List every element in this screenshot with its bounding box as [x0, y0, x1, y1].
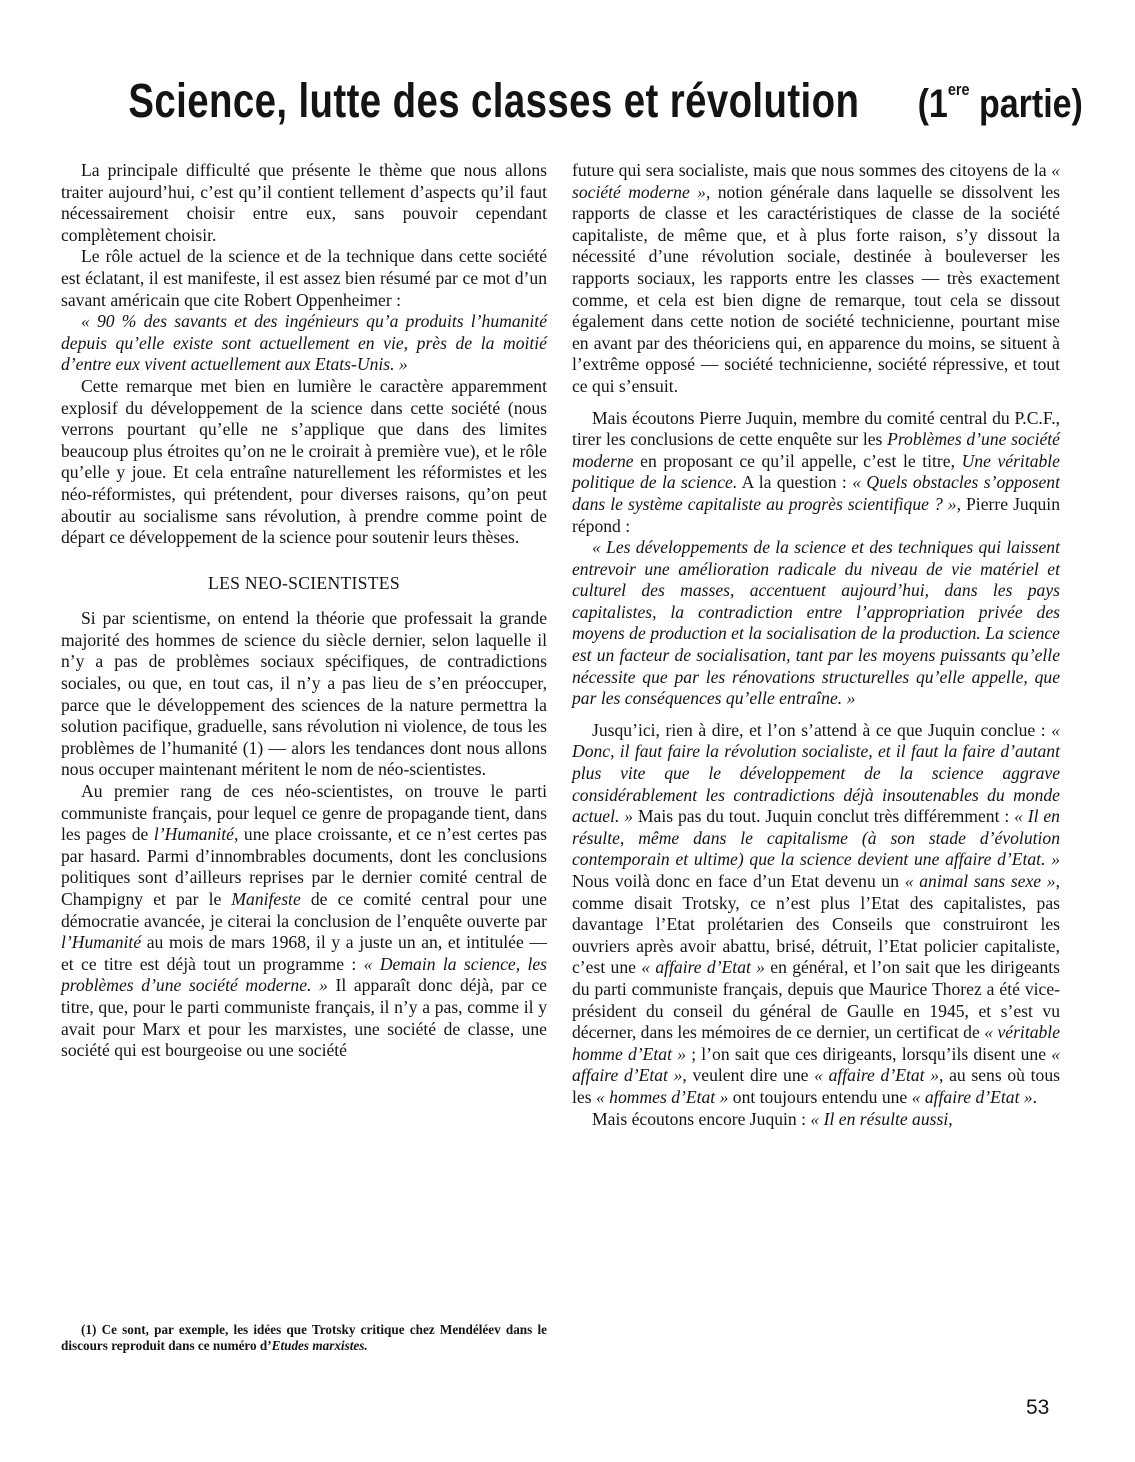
paragraph: Jusqu’ici, rien à dire, et l’on s’attend à ce que Juquin conclue : « Donc, il faut faire la révolution socialiste, et il faut la faire d’autant plus vite que le développement de la science aggrave considérablement les contradictions déjà insoutenables du monde actuel. » Mais pas du tout. Juquin conclut très différemment : « Il en résulte, même dans le capitalisme (à son stade d’évolution contemporain et ultime) que la science devient une affaire d’Etat. » Nous voilà donc en face d’un Etat devenu un « animal sans sexe », comme disait Trotsky, ce n’est plus l’Etat des capitalistes, pas davantage l’Etat prolétarien des Conseils que construiront les ouvriers après avoir abattu, brisé, détruit, l’Etat policier capitaliste, c’est une « affaire d’Etat » en général, et l’on sait que les dirigeants du parti communiste français, depuis que Maurice Thorez a été vice-président du conseil du général de Gaulle en 1945, et s’est vu décerner, dans les mémoires de ce dernier, un certificat de « véritable homme d’Etat » ; l’on sait que ces dirigeants, lorsqu’ils disent une « affaire d’Etat », veulent dire une « affaire d’Etat », au sens où tous les « hommes d’Etat » ont toujours entendu une « affaire d’Etat ».	[572, 719, 1061, 1107]
article-title	[0, 74, 1135, 129]
section-heading: LES NEO-SCIENTISTES	[208, 572, 400, 593]
paragraph: Au premier rang de ces néo-scientistes, on trouve le parti communiste français, pour lequel ce genre de propagande tient, dans les pages de l’Humanité, une place croissante, et ce n’est certes pas par hasard. Parmi d’innombrables documents, dont les conclusions politiques sont d’ailleurs reprises par le dernier comité central de Champigny et par le Manifeste de ce comité central pour une démocratie avancée, je citerai la conclusion de l’enquête ouverte par l’Humanité au mois de mars 1968, il y a juste un an, et intitulée — et ce titre est déjà tout un programme : « Demain la science, les problèmes d’une société moderne. » Il apparaît donc déjà, par ce titre, que, pour le parti communiste français, il n’y a pas, comme il y avait pour Marx et pour les marxistes, une société de classe, une société qui est bourgeoise ou une société	[61, 781, 547, 1061]
paragraph: Mais écoutons Pierre Juquin, membre du comité central du P.C.F., tirer les conclusions de cette enquête sur les Problèmes d’une société moderne en proposant ce qu’il appelle, c’est le titre, Une véritable politique de la science. A la question : « Quels obstacles s’opposent dans le système capitaliste au progrès scientifique ? », Pierre Juquin répond :	[572, 407, 1060, 536]
paragraph: future qui sera socialiste, mais que nous sommes des citoyens de la « société moderne », notion générale dans laquelle se dissolvent les rapports de classe et les caractéristiques de classe de la société capitaliste, de même que, et à plus forte raison, s’y dissout la nécessité d’une révolution sociale, destinée à bouleverser les rapports sociaux, les rapports entre les classes — très exactement comme, et cela est bien digne de remarque, tout cela se dissout également dans cette notion de société technicienne, pourtant mise en avant par des théoriciens qui, en apparence du moins, se situent à l’extrême opposé — société technicienne, société répressive, et tout ce qui s’ensuit.	[572, 160, 1060, 396]
quote: « Les développements de la science et des techniques qui laissent entrevoir une amélioration radicale du niveau de vie matériel et culturel des masses, accentuent aujourd’hui, dans les pays capitalistes, la contradiction entre l’appropriation privée des moyens de production et la socialisation de la production. La science est un facteur de socialisation, tant par les moyens puissants qu’elle nécessite que par les rénovations structurelles qu’elle appelle, que par les conséquences qu’elle entraîne. »	[572, 537, 1060, 709]
quote: « 90 % des savants et des ingénieurs qu’a produits l’humanité depuis qu’elle existe sont actuellement en vie, près de la moitié d’entre eux vivent actuellement aux Etats-Unis. »	[61, 311, 547, 375]
paragraph: Si par scientisme, on entend la théorie que professait la grande majorité des hommes de science du siècle dernier, selon laquelle il n’y a pas de problèmes sociaux spécifiques, de contradictions sociales, ou que, en tout cas, il n’y a pas lieu de s’en préoccuper, parce que le développement des sciences de la nature permettra la solution pacifique, graduelle, sans révolution ni violence, de tous les problèmes de l’humanité (1) — alors les tendances dont nous allons nous occuper maintenant méritent le nom de néo-scientistes.	[61, 608, 547, 780]
left-column	[61, 160, 547, 1062]
paragraph: Cette remarque met bien en lumière le caractère apparemment explosif du développement de la science dans cette société (nous verrons pourtant qu’elle ne s’applique que dans des limites beaucoup plus étroites qu’on ne le croirait à première vue), et le rôle qu’elle y joue. Et cela entraîne naturellement les réformistes et les néo-réformistes, qui prétendent, pour diverses raisons, qu’on peut aboutir au socialisme sans révolution, à prendre comme point de départ ce développement de la science pour soutenir leurs thèses.	[61, 375, 547, 548]
right-column	[572, 160, 1060, 1130]
article-title-main: Science, lutte des classes et révolution	[128, 75, 860, 128]
paragraph: Le rôle actuel de la science et de la technique dans cette société est éclatant, il est manifeste, il est assez bien résumé par ce mot d’un savant américain que cite Robert Oppenheimer :	[61, 246, 547, 310]
article-title-part: (1ere partie)	[917, 80, 1084, 126]
paragraph: La principale difficulté que présente le thème que nous allons traiter aujourd’hui, c’est qu’il contient tellement d’aspects qu’il faut nécessairement choisir entre eux, sans pouvoir cependant complètement choisir.	[61, 160, 547, 245]
paragraph: Mais écoutons encore Juquin : « Il en résulte aussi,	[592, 1108, 953, 1129]
footnote: (1) Ce sont, par exemple, les idées que Trotsky critique chez Mendéléev dans le discours reproduit dans ce numéro d’Etudes marxistes.	[61, 1322, 547, 1353]
page-number: 53	[1026, 1396, 1050, 1419]
